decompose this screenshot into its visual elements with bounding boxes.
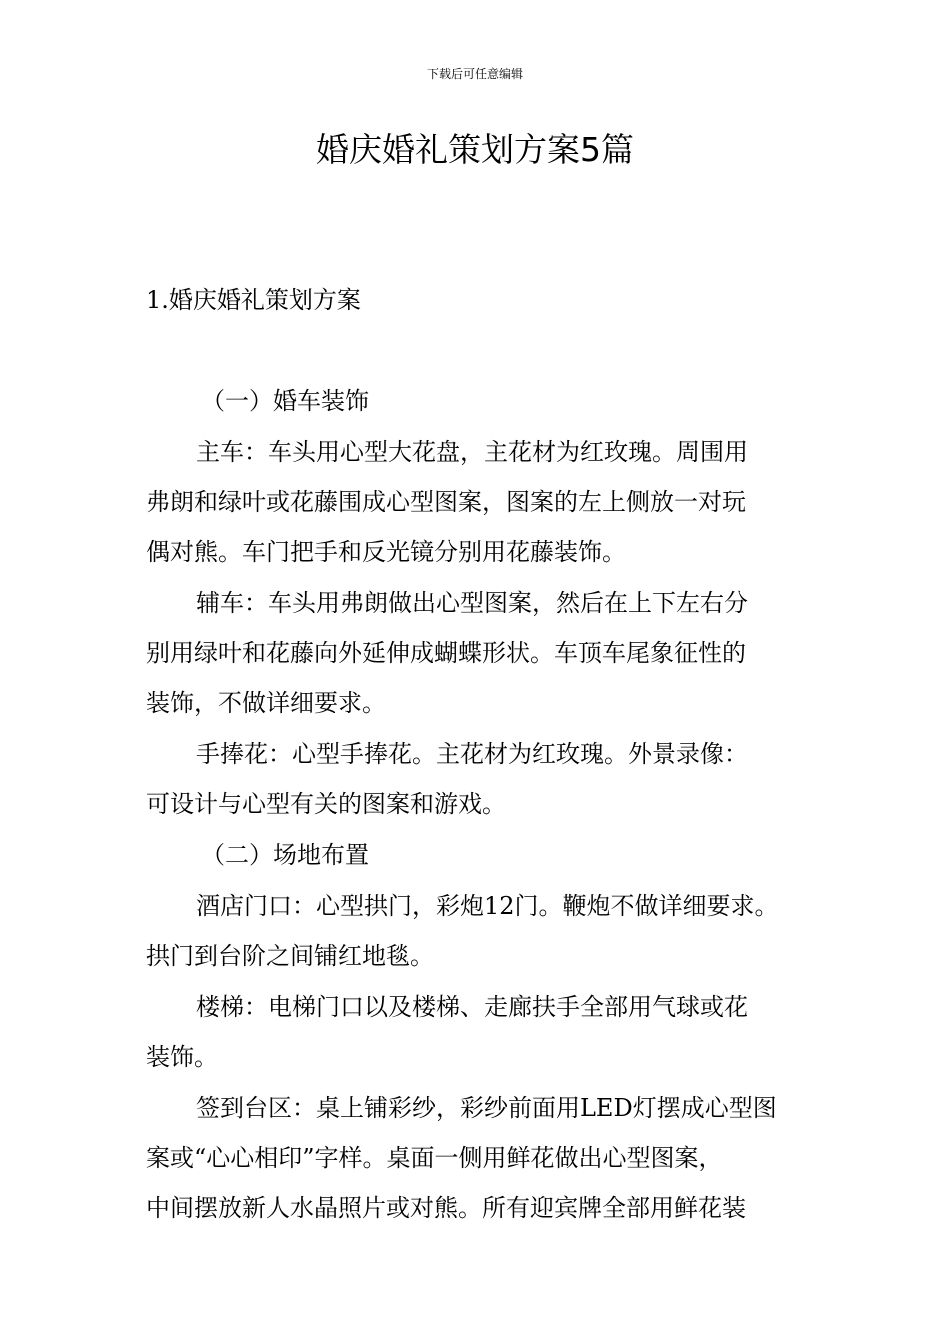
subsection-heading: [146, 376, 836, 426]
header-note: 下载后可任意编辑: [426, 67, 523, 81]
paragraph-line: 可设计与心型有关的图案和游戏。: [146, 790, 506, 818]
paragraph-line: 装饰。: [146, 1043, 218, 1071]
subsection-heading: [146, 830, 836, 880]
body-paragraph: [146, 881, 836, 981]
paragraph-line: 案或“心心相印”字样。桌面一侧用鲜花做出心型图案，: [146, 1144, 723, 1172]
body-paragraph: [146, 982, 836, 1082]
paragraph-line: （一）婚车装饰: [201, 387, 369, 415]
document-title: 婚庆婚礼策划方案5篇: [316, 130, 634, 169]
paragraph-line: 签到台区：桌上铺彩纱，彩纱前面用LED灯摆成心型图: [196, 1094, 777, 1122]
body-paragraph: [146, 729, 836, 829]
paragraph-line: 偶对熊。车门把手和反光镜分别用花藤装饰。: [146, 538, 626, 566]
paragraph-line: 弗朗和绿叶或花藤围成心型图案，图案的左上侧放一对玩: [146, 488, 746, 516]
body-paragraph: [146, 427, 836, 577]
paragraph-line: （二）场地布置: [201, 841, 369, 869]
paragraph-line: 手捧花：心型手捧花。主花材为红玫瑰。外景录像：: [196, 740, 748, 768]
body-paragraph: [146, 1083, 836, 1233]
paragraph-line: 拱门到台阶之间铺红地毯。: [146, 942, 434, 970]
paragraph-line: 辅车：车头用弗朗做出心型图案，然后在上下左右分: [196, 589, 748, 617]
paragraph-line: 酒店门口：心型拱门，彩炮12门。鞭炮不做详细要求。: [196, 892, 779, 920]
paragraph-line: 楼梯：电梯门口以及楼梯、走廊扶手全部用气球或花: [196, 993, 748, 1021]
section-heading: 1.婚庆婚礼策划方案: [146, 286, 361, 314]
paragraph-line: 别用绿叶和花藤向外延伸成蝴蝶形状。车顶车尾象征性的: [146, 639, 746, 667]
body-paragraph: [146, 578, 836, 728]
paragraph-line: 装饰，不做详细要求。: [146, 689, 386, 717]
document-body: [146, 376, 836, 1234]
paragraph-line: 中间摆放新人水晶照片或对熊。所有迎宾牌全部用鲜花装: [146, 1194, 746, 1222]
paragraph-line: 主车：车头用心型大花盘，主花材为红玫瑰。周围用: [196, 438, 748, 466]
